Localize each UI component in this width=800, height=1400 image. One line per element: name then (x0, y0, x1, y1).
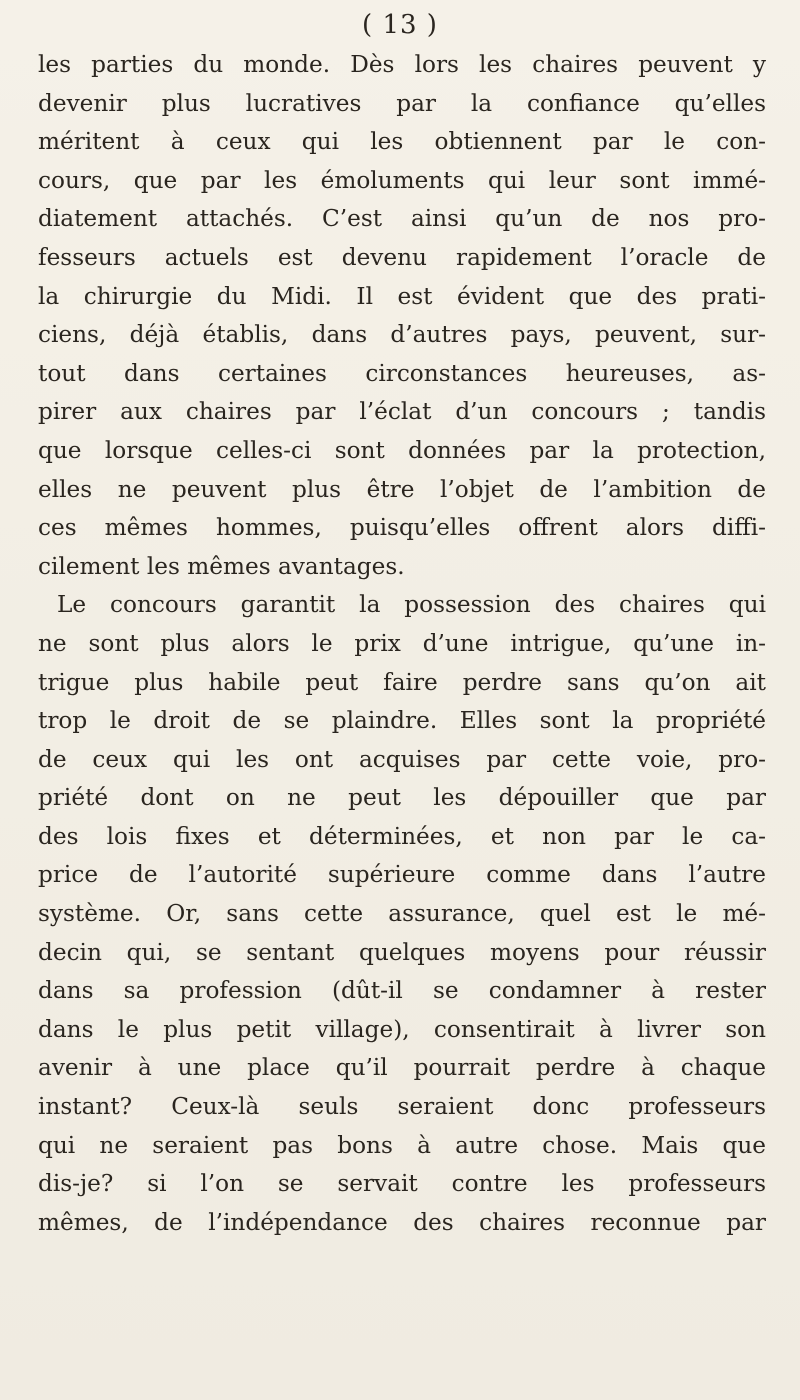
text-line: que lorsque celles-ci sont données par la protection, (38, 436, 766, 464)
text-line: elles ne peuvent plus être l’objet de l’ambition de (38, 475, 766, 503)
text-line: price de l’autorité supérieure comme dans l’autre (38, 861, 766, 889)
text-line: trop le droit de se plaindre. Elles sont la propriété (38, 707, 766, 735)
text-line: dans le plus petit village), consentirait à livrer son (38, 1015, 766, 1043)
text-line: devenir plus lucratives par la confiance qu’elles (38, 89, 766, 117)
text-line: trigue plus habile peut faire perdre sans qu’on ait (38, 668, 766, 696)
text-line: instant? Ceux-là seuls seraient donc professeurs (38, 1093, 766, 1121)
text-line: ne sont plus alors le prix d’une intrigue, qu’une in- (38, 629, 766, 657)
page-number: ( 13 ) (362, 10, 438, 40)
text-line: fesseurs actuels est devenu rapidement l’oracle de (38, 243, 766, 271)
body-text (38, 46, 766, 1242)
text-line: la chirurgie du Midi. Il est évident que des prati- (38, 282, 766, 310)
text-line: cours, que par les émoluments qui leur sont immé- (38, 166, 766, 194)
text-line: qui ne seraient pas bons à autre chose. Mais que (38, 1131, 766, 1159)
paragraph-end-line: cilement les mêmes avantages. (38, 552, 405, 580)
text-line: tout dans certaines circonstances heureuses, as- (38, 359, 766, 387)
text-line: pirer aux chaires par l’éclat d’un concours ; tandis (38, 398, 766, 426)
paragraph-start-line: Le concours garantit la possession des chaires qui (57, 591, 766, 619)
text-line: de ceux qui les ont acquises par cette voie, pro- (38, 745, 766, 773)
text-line: les parties du monde. Dès lors les chaires peuvent y (38, 51, 766, 78)
text-line: dans sa profession (dût-il se condamner à rester (38, 977, 766, 1005)
text-line: des lois fixes et déterminées, et non par le ca- (38, 822, 766, 850)
text-line: diatement attachés. C’est ainsi qu’un de nos pro- (38, 205, 766, 233)
text-line: méritent à ceux qui les obtiennent par le con- (38, 128, 766, 156)
text-line: decin qui, se sentant quelques moyens pour réussir (38, 938, 766, 966)
text-line: priété dont on ne peut les dépouiller que par (38, 784, 766, 812)
text-line: ciens, déjà établis, dans d’autres pays, peuvent, sur- (38, 321, 766, 349)
text-line: avenir à une place qu’il pourrait perdre à chaque (38, 1054, 766, 1082)
text-line: mêmes, de l’indépendance des chaires reconnue par (38, 1208, 766, 1236)
text-line: dis-je? si l’on se servait contre les professeurs (38, 1170, 766, 1198)
text-line: système. Or, sans cette assurance, quel est le mé- (38, 900, 766, 928)
text-line: ces mêmes hommes, puisqu’elles offrent alors diffi- (38, 514, 766, 542)
